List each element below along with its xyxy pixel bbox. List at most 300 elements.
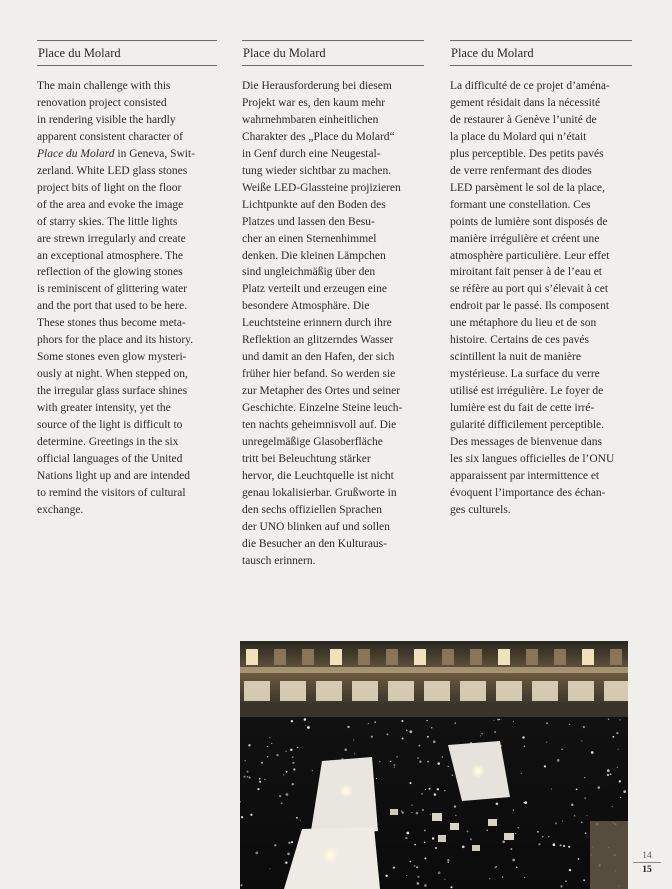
text-line: wahrnehmbaren einheitlichen	[242, 113, 379, 126]
shop-fronts	[244, 681, 628, 701]
text-line: to remind the visitors of cultural	[37, 486, 186, 499]
text-line: die Besucher an den Kulturaus-	[242, 537, 387, 550]
led-star	[434, 793, 437, 796]
led-star	[259, 781, 261, 783]
text-line: de verre renfermant des diodes	[450, 164, 592, 177]
column-title: Place du Molard	[243, 46, 326, 60]
led-star	[424, 857, 426, 859]
led-star	[406, 832, 409, 835]
text-line: Weiße LED-Glassteine projizieren	[242, 181, 401, 194]
led-star	[610, 773, 612, 775]
led-star	[390, 761, 392, 763]
text-line: are strewn irregularly and create	[37, 232, 186, 245]
led-star	[489, 878, 490, 879]
led-star	[553, 843, 556, 846]
led-star	[286, 793, 289, 796]
led-star	[502, 840, 505, 843]
led-star	[447, 862, 448, 863]
text-line: früher hier befand. So werden sie	[242, 368, 396, 381]
facade-window	[274, 649, 286, 665]
led-star	[240, 884, 242, 886]
led-star	[467, 830, 469, 832]
led-star	[405, 837, 407, 839]
led-star	[312, 770, 313, 771]
led-star	[264, 779, 265, 780]
led-star	[437, 788, 439, 790]
page-number-left: 14	[642, 851, 652, 861]
led-star	[557, 759, 560, 762]
led-star	[427, 736, 429, 738]
text-line: de restaurer à Genève l’unité de	[450, 113, 597, 126]
led-star	[379, 761, 380, 762]
cafe-chair	[438, 835, 446, 842]
facade-light-band	[240, 667, 628, 673]
text-line: Charakter des „Place du Molard“	[242, 130, 395, 143]
led-star	[279, 795, 281, 797]
column-english	[37, 40, 217, 519]
text-line: exchange.	[37, 503, 84, 516]
text-line: tung wieder sichtbar zu machen.	[242, 164, 392, 177]
text-line: phors for the place and its history.	[37, 334, 194, 347]
led-star	[257, 788, 259, 790]
led-star	[385, 875, 387, 877]
led-star	[300, 820, 301, 821]
page-number-divider	[633, 862, 661, 863]
column-french	[450, 40, 632, 519]
text-line: project bits of light on the floor	[37, 181, 182, 194]
cafe-chair	[432, 813, 442, 821]
column-german	[242, 40, 424, 570]
text-line: and the port that used to be here.	[37, 300, 188, 313]
led-star	[417, 876, 419, 878]
text-line: mystérieuse. La surface du verre	[450, 368, 600, 381]
led-star	[447, 766, 449, 768]
led-star	[250, 814, 252, 816]
led-star	[425, 789, 426, 790]
text-line: ously at night. When stepped on,	[37, 368, 188, 381]
text-line: der UNO blinken auf und sollen	[242, 520, 390, 533]
led-star	[417, 757, 418, 758]
cafe-chair	[450, 823, 459, 830]
led-star	[427, 761, 429, 763]
led-star	[512, 859, 515, 862]
facade-window	[498, 649, 510, 665]
led-star	[517, 827, 518, 828]
facade-window	[330, 649, 342, 665]
text-line: Leuchtsteine erinnern durch ihre	[242, 317, 392, 330]
page-number-right: 15	[642, 865, 652, 875]
text-line: renovation project consisted	[37, 96, 167, 109]
text-line: The main challenge with this	[37, 80, 171, 92]
text-line: apparaissent par intermittence et	[450, 469, 600, 482]
text-line: LED parsèment le sol de la place,	[450, 181, 605, 194]
led-star	[288, 842, 291, 845]
led-star	[493, 720, 494, 721]
led-star	[426, 720, 427, 721]
text-line: in Genf durch eine Neugestal-	[242, 147, 381, 160]
umbrella-lamp	[339, 784, 353, 798]
led-star	[353, 739, 354, 740]
facade-window	[246, 649, 258, 665]
led-star	[481, 733, 483, 735]
led-star	[583, 879, 585, 881]
led-star	[429, 788, 431, 790]
text-line: gement résidait dans la nécessité	[450, 96, 601, 109]
led-star	[409, 861, 411, 863]
shop-window	[568, 681, 594, 701]
led-star	[513, 721, 514, 722]
led-star	[259, 778, 261, 780]
led-star	[371, 736, 373, 738]
column-title-rule	[242, 65, 424, 66]
led-star	[537, 831, 539, 833]
led-star	[247, 776, 248, 777]
led-star	[619, 780, 621, 782]
text-line: These stones thus become meta-	[37, 317, 186, 330]
led-star	[516, 866, 518, 868]
led-star	[591, 751, 594, 754]
led-star	[435, 847, 437, 849]
led-star	[297, 747, 299, 749]
shop-window	[604, 681, 628, 701]
led-star	[586, 815, 587, 816]
text-line: évoquent l’importance des échan-	[450, 486, 606, 499]
night-square-photo	[240, 641, 628, 889]
text-line: in rendering visible the hardly	[37, 113, 176, 126]
led-star	[438, 871, 441, 874]
led-star	[561, 748, 563, 750]
text-line: cher an einen Sternenhimmel	[242, 232, 377, 245]
led-star	[548, 836, 549, 837]
led-star	[569, 724, 570, 725]
shop-window	[244, 681, 270, 701]
text-line: Some stones even glow mysteri-	[37, 351, 187, 364]
led-star	[524, 801, 527, 804]
led-star	[430, 814, 431, 815]
led-star	[291, 841, 293, 843]
facade-window	[610, 649, 622, 665]
text-line: zur Metapher des Ortes und seiner	[242, 385, 401, 398]
led-star	[497, 719, 499, 721]
text-line: den sechs offiziellen Sprachen	[242, 503, 382, 516]
text-line: hervor, die Leuchtquelle ist nicht	[242, 469, 394, 482]
led-star	[271, 743, 272, 744]
led-star	[574, 815, 576, 817]
led-star	[581, 822, 582, 823]
text-line: histoire. Certains de ces pavés	[450, 334, 589, 347]
text-line: unregelmäßige Glasoberfläche	[242, 436, 383, 449]
led-star	[419, 745, 421, 747]
column-body	[37, 78, 217, 519]
led-star	[612, 806, 613, 807]
led-star	[414, 844, 416, 846]
text-line: sind ungleichmäßig über den	[242, 266, 376, 279]
led-star	[494, 731, 496, 733]
led-star	[411, 805, 412, 806]
led-star	[393, 764, 395, 766]
led-star	[480, 735, 481, 736]
led-star	[293, 768, 295, 770]
text-line: the irregular glass surface shines	[37, 385, 188, 398]
text-line: of the area and evoke the image	[37, 198, 184, 211]
led-star	[608, 719, 610, 721]
led-star	[524, 746, 525, 747]
led-star	[542, 836, 543, 837]
led-star	[571, 804, 573, 806]
led-star	[618, 749, 619, 750]
facade-window	[526, 649, 538, 665]
led-star	[344, 748, 347, 751]
led-star	[515, 833, 516, 834]
led-star	[393, 866, 395, 868]
led-star	[243, 776, 245, 778]
led-star	[291, 720, 293, 722]
led-star	[496, 802, 499, 805]
led-star	[307, 726, 310, 729]
led-star	[394, 767, 395, 768]
led-star	[584, 797, 586, 799]
led-star	[562, 821, 563, 822]
text-line: formant une constellation. Ces	[450, 198, 591, 211]
text-line: besondere Atmosphäre. Die	[242, 300, 370, 313]
text-line: ges culturels.	[450, 503, 511, 516]
column-title: Place du Molard	[38, 46, 121, 60]
text-line: les six langues officielles de l’ONU	[450, 452, 615, 465]
led-star	[248, 744, 250, 746]
text-line: Platz verteilt und erzeugen eine	[242, 283, 387, 296]
led-star	[584, 777, 585, 778]
led-star	[285, 751, 287, 753]
led-star	[612, 736, 614, 738]
led-star	[447, 859, 450, 862]
led-star	[414, 865, 416, 867]
led-star	[411, 812, 412, 813]
text-line: denken. Die kleinen Lämpchen	[242, 249, 386, 262]
led-star	[347, 726, 349, 728]
led-star	[285, 861, 287, 863]
column-title: Place du Molard	[451, 46, 534, 60]
umbrella-lamp	[322, 847, 338, 863]
shop-window	[496, 681, 522, 701]
text-line: la place du Molard qui n’était	[450, 130, 587, 143]
led-star	[555, 822, 557, 824]
led-star	[486, 830, 487, 831]
led-star	[249, 776, 251, 778]
led-star	[402, 737, 404, 739]
text-line: Platzes und lassen den Besu-	[242, 215, 375, 228]
led-star	[424, 842, 426, 844]
led-star	[437, 762, 440, 765]
column-title-rule	[450, 65, 632, 66]
led-star	[444, 879, 445, 880]
photo-illustration	[240, 641, 628, 889]
text-line: Die Herausforderung bei diesem	[242, 80, 392, 92]
led-star	[368, 723, 369, 724]
text-line: is reminiscent of glittering water	[37, 283, 188, 296]
led-star	[583, 726, 585, 728]
led-star	[387, 733, 389, 735]
cafe-chair	[390, 809, 398, 815]
led-star	[292, 756, 294, 758]
led-star	[417, 882, 420, 885]
shop-window	[280, 681, 306, 701]
column-body	[242, 78, 424, 570]
led-star	[304, 718, 307, 721]
led-star	[623, 790, 626, 793]
text-line: se réfère au port qui s’élevait à cet	[450, 283, 609, 296]
led-star	[455, 815, 456, 816]
led-star	[376, 778, 377, 779]
led-star	[276, 754, 278, 756]
led-star	[396, 756, 398, 758]
led-star	[432, 837, 434, 839]
led-star	[401, 810, 402, 811]
text-fragment: in Geneva, Swit-	[114, 147, 195, 160]
text-line: apparent consistent character of	[37, 130, 183, 143]
led-star	[470, 838, 472, 840]
text-line: scintillent la nuit de manière	[450, 351, 581, 364]
led-star	[267, 746, 268, 747]
led-star	[290, 749, 292, 751]
led-star	[510, 848, 512, 850]
led-star	[452, 775, 453, 776]
led-star	[585, 832, 587, 834]
led-star	[560, 844, 562, 846]
led-star	[444, 790, 445, 791]
text-line: points de lumière sont disposés de	[450, 215, 608, 228]
text-line: utilisé est irrégulière. Le foyer de	[450, 385, 604, 398]
facade-window	[302, 649, 314, 665]
led-star	[620, 797, 621, 798]
facade-window	[582, 649, 594, 665]
building-facade	[240, 641, 628, 713]
led-star	[287, 852, 290, 855]
cafe-chair	[504, 833, 514, 840]
led-star	[292, 762, 294, 764]
led-star	[354, 753, 355, 754]
led-star	[422, 809, 424, 811]
led-star	[619, 719, 620, 720]
led-star	[286, 771, 288, 773]
shop-window	[532, 681, 558, 701]
led-star	[521, 773, 522, 774]
led-star	[419, 761, 421, 763]
text-line: genau lokalisierbar. Grußworte in	[242, 486, 397, 499]
led-star	[283, 774, 284, 775]
kiosk	[590, 821, 628, 889]
led-star	[546, 742, 547, 743]
text-line: gularité difficilement perceptible.	[450, 419, 605, 432]
text-line: tritt bei Beleuchtung stärker	[242, 452, 371, 465]
led-star	[544, 765, 546, 767]
text-line: Lichtpunkte auf den Boden des	[242, 198, 386, 211]
led-star	[442, 756, 443, 757]
led-star	[406, 730, 407, 731]
led-star	[401, 720, 403, 722]
text-line: Geschichte. Einzelne Steine leuch-	[242, 402, 403, 415]
led-star	[524, 877, 525, 878]
led-star	[410, 782, 412, 784]
led-star	[569, 869, 571, 871]
text-line: atmosphère particulière. Leur effet	[450, 249, 610, 262]
text-line: Des messages de bienvenue dans	[450, 436, 603, 449]
led-star	[578, 858, 580, 860]
text-line	[37, 146, 217, 163]
led-star	[267, 756, 268, 757]
shop-window	[460, 681, 486, 701]
text-line: ten nachts geheimnisvoll auf. Die	[242, 419, 397, 432]
text-line: La difficulté de ce projet d’aména-	[450, 80, 610, 92]
led-star	[421, 793, 423, 795]
led-star	[546, 722, 548, 724]
led-star	[565, 880, 567, 882]
text-line: reflection of the glowing stones	[37, 266, 183, 279]
text-line: endroit par le passé. Ils composent	[450, 300, 610, 313]
led-star	[454, 805, 456, 807]
led-star	[563, 845, 565, 847]
led-star	[292, 783, 294, 785]
led-star	[607, 769, 610, 772]
led-star	[424, 830, 426, 832]
led-star	[281, 803, 283, 805]
led-star	[433, 740, 436, 743]
led-star	[269, 868, 270, 869]
shop-window	[352, 681, 378, 701]
led-star	[416, 866, 418, 868]
led-star	[538, 843, 540, 845]
led-star	[402, 812, 404, 814]
led-star	[305, 725, 306, 726]
led-star	[568, 846, 570, 848]
led-star	[245, 760, 246, 761]
text-line: manière irrégulière et créent une	[450, 232, 600, 245]
led-star	[576, 789, 578, 791]
led-star	[246, 771, 248, 773]
led-star	[241, 816, 243, 818]
shop-window	[424, 681, 450, 701]
text-line: Reflektion an glitzerndes Wasser	[242, 334, 394, 347]
led-star	[551, 789, 552, 790]
facade-window	[414, 649, 426, 665]
led-star	[274, 844, 276, 846]
umbrella-lamp	[471, 764, 485, 778]
text-line: official languages of the United	[37, 452, 183, 465]
led-star	[409, 730, 412, 733]
italic-place-name: Place du Molard	[37, 147, 115, 160]
text-line: miroitant fait penser à de l’eau et	[450, 266, 602, 279]
led-star	[255, 852, 258, 855]
text-line: plus perceptible. Des petits pavés	[450, 147, 604, 160]
led-star	[296, 817, 298, 819]
led-star	[616, 732, 618, 734]
led-star	[374, 721, 375, 722]
led-star	[513, 810, 514, 811]
led-star	[522, 736, 524, 738]
led-star	[450, 886, 452, 888]
cafe-chair	[488, 819, 497, 826]
led-star	[462, 845, 465, 848]
shop-window	[316, 681, 342, 701]
text-line: tausch erinnern.	[242, 554, 316, 567]
column-body	[450, 78, 632, 519]
led-star	[598, 786, 600, 788]
text-line: source of the light is difficult to	[37, 419, 183, 432]
text-line: und damit an den Hafen, der sich	[242, 351, 395, 364]
text-line: zerland. White LED glass stones	[37, 164, 188, 177]
led-star	[261, 762, 263, 764]
led-star	[581, 740, 582, 741]
facade-window	[554, 649, 566, 665]
